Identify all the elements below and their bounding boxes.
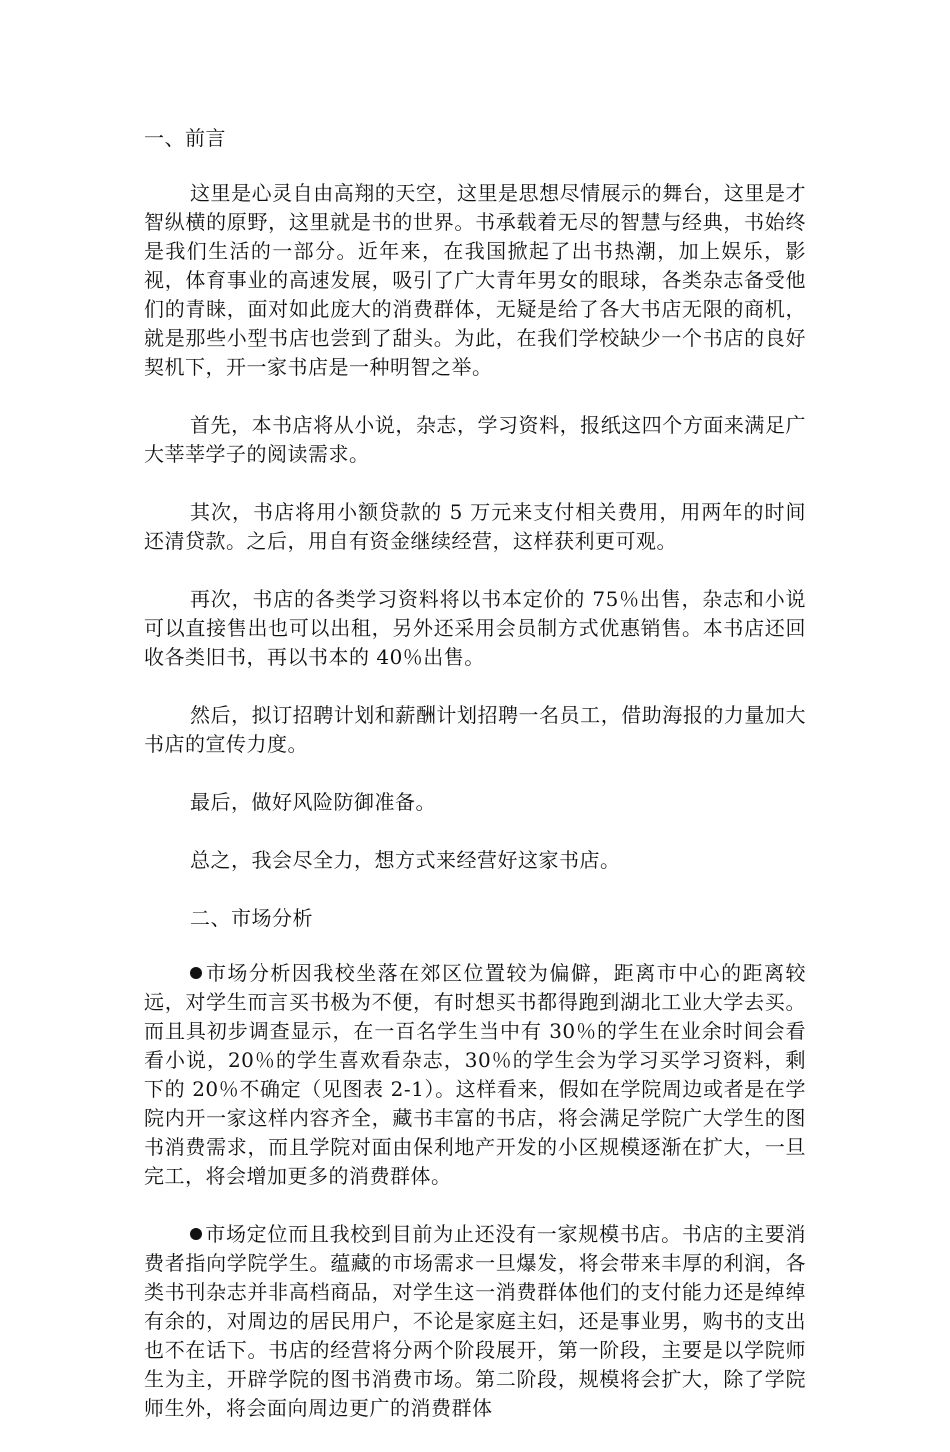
- intro-paragraph: 总之，我会尽全力，想方式来经营好这家书店。: [190, 848, 621, 872]
- intro-paragraph: 这里是心灵自由高翔的天空，这里是思想尽情展示的舞台，这里是才智纵横的原野，这里就是书的世界。书承载着无尽的智慧与经典，书始终是我们生活的一部分。近年来，在我国掀起了出书热潮，加上娱乐，影视，体育事业的高速发展，吸引了广大青年男女的眼球，各类杂志备受他们的青睐，面对如此庞大的消费群体，无疑是给了各大书店无限的商机，就是那些小型书店也尝到了甜头。为此，在我们学校缺少一个书店的良好契机下，开一家书店是一种明智之举。: [144, 181, 806, 379]
- section-heading-intro: 一、前言: [144, 126, 226, 150]
- market-bullet-paragraph: [144, 1220, 806, 1423]
- intro-paragraph: 首先，本书店将从小说，杂志，学习资料，报纸这四个方面来满足广大莘莘学子的阅读需求。: [144, 413, 806, 466]
- bullet-icon: [190, 1228, 202, 1240]
- intro-paragraph: 其次，书店将用小额贷款的 5 万元来支付相关费用，用两年的时间还清贷款。之后，用自有资金继续经营，这样获利更可观。: [144, 500, 806, 553]
- intro-paragraph: 最后，做好风险防御准备。: [190, 790, 436, 814]
- market-paragraph-text: 市场定位而且我校到目前为止还没有一家规模书店。书店的主要消费者指向学院学生。蕴藏的市场需求一旦爆发，将会带来丰厚的利润，各类书刊杂志并非高档商品，对学生这一消费群体他们的支付能力还是绰绰有余的，对周边的居民用户，不论是家庭主妇，还是事业男，购书的支出也不在话下。书店的经营将分两个阶段展开，第一阶段，主要是以学院师生为主，开辟学院的图书消费市场。第二阶段，规模将会扩大，除了学院师生外，将会面向周边更广的消费群体: [144, 1222, 806, 1420]
- bullet-icon: [190, 967, 202, 979]
- market-paragraph-text: 市场分析因我校坐落在郊区位置较为偏僻，距离市中心的距离较远，对学生而言买书极为不便，有时想买书都得跑到湖北工业大学去买。而且具初步调查显示，在一百名学生当中有 30％的学生在业余时间会看看小说，20％的学生喜欢看杂志，30％的学生会为学习买学习资料，剩下的 20％不确定（见图表 2-1）。这样看来，假如在学院周边或者是在学院内开一家这样内容齐全，藏书丰富的书店，将会满足学院广大学生的图书消费需求，而且学院对面由保利地产开发的小区规模逐渐在扩大，一旦完工，将会增加更多的消费群体。: [144, 961, 806, 1188]
- market-bullet-paragraph: [144, 959, 806, 1191]
- intro-paragraph: 然后，拟订招聘计划和薪酬计划招聘一名员工，借助海报的力量加大书店的宣传力度。: [144, 703, 806, 756]
- document-body: [144, 124, 806, 1452]
- intro-paragraph: 再次，书店的各类学习资料将以书本定价的 75％出售，杂志和小说可以直接售出也可以出租，另外还采用会员制方式优惠销售。本书店还回收各类旧书，再以书本的 40％出售。: [144, 587, 806, 669]
- section-heading-market: 二、市场分析: [190, 906, 313, 930]
